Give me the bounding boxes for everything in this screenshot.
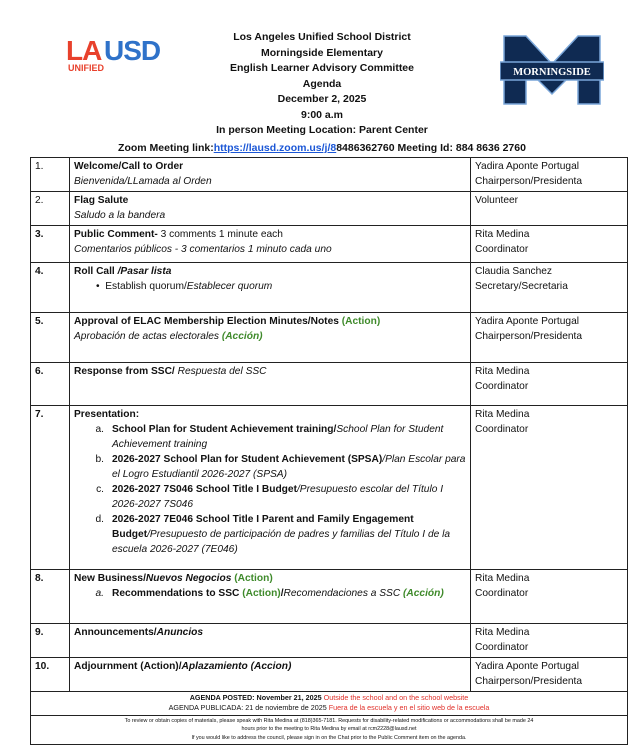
presenter-role: Coordinator — [475, 381, 529, 392]
item-description — [70, 158, 471, 192]
presenter-name: Volunteer — [475, 195, 519, 206]
item-presenter — [471, 192, 628, 226]
sub-item: c. 2026-2027 7S046 School Title I Budget/Presupuesto escolar del Título I 2026-2027 7S046 — [96, 484, 444, 510]
bullet-text-es: Establecer quorum — [186, 281, 273, 292]
item-description — [70, 363, 471, 406]
item-number: 3. — [31, 226, 70, 263]
presenter-role: Secretary/Secretaria — [475, 281, 568, 292]
meeting-title-block — [140, 30, 504, 139]
sub-item: d. 2026-2027 7E046 School Title I Parent and Family Engagement Budget/Presupuesto de participación de padres y familias del Título I de la escuela 2026-2027 (7E046) — [95, 514, 451, 555]
presenter-role: Chairperson/Presidenta — [475, 331, 583, 342]
presenter-name: Claudia Sanchez — [475, 266, 553, 277]
item-presenter — [471, 363, 628, 406]
sub-item: b. 2026-2027 School Plan for Student Achievement (SPSA)/Plan Escolar para el Logro Estudiantil 2026-2027 (SPSA) — [95, 454, 466, 480]
item-presenter — [471, 570, 628, 624]
item-title-es: Respuesta del SSC — [174, 366, 267, 377]
presenter-name: Rita Medina — [475, 366, 530, 377]
presenter-name: Yadira Aponte Portugal — [475, 661, 580, 672]
item-description — [70, 658, 471, 692]
doc-type: Agenda — [302, 77, 342, 90]
presenter-role: Chairperson/Presidenta — [475, 676, 583, 687]
item-title: Approval of ELAC Membership Election Minutes/Notes — [74, 316, 342, 327]
zoom-label: Zoom Meeting link: — [118, 142, 214, 154]
lausd-logo-sub: UNIFIED — [68, 63, 104, 73]
access-notice — [31, 716, 628, 745]
agenda-row — [31, 658, 628, 692]
item-presenter — [471, 226, 628, 263]
item-title: New Business/ — [74, 573, 146, 584]
committee-name: English Learner Advisory Committee — [230, 62, 414, 74]
item-title: Presentation: — [74, 409, 140, 420]
action-tag-es: (Acción) — [221, 331, 263, 342]
item-presenter — [471, 158, 628, 192]
item-title-es: Anuncios — [156, 627, 204, 638]
zoom-link[interactable]: https://lausd.zoom.us/j/8 — [213, 142, 337, 154]
posting-notice-row — [31, 692, 628, 716]
morningside-logo-text: MORNINGSIDE — [513, 67, 591, 78]
sub-item: a. Recommendations to SSC (Action)/Recomendaciones a SSC (Acción) — [95, 588, 444, 599]
presenter-role: Chairperson/Presidenta — [475, 176, 583, 187]
item-presenter — [471, 406, 628, 570]
zoom-link-rest: 8486362760 — [336, 142, 395, 154]
presenter-role: Coordinator — [475, 642, 529, 653]
item-number: 8. — [31, 570, 70, 624]
agenda-row — [31, 363, 628, 406]
meeting-time: 9:00 a.m — [300, 108, 344, 121]
presenter-name: Yadira Aponte Portugal — [475, 316, 580, 327]
item-title: Welcome/Call to Order — [74, 161, 184, 172]
item-number: 2. — [31, 192, 70, 226]
bullet-icon: • — [96, 281, 106, 292]
item-description — [70, 226, 471, 263]
item-number: 10. — [31, 658, 70, 692]
school-name: Morningside Elementary — [261, 46, 383, 59]
posting-notice — [31, 692, 628, 716]
item-description — [70, 570, 471, 624]
item-title: Flag Salute — [74, 195, 129, 206]
morningside-logo — [500, 34, 604, 106]
meeting-location: In person Meeting Location: Parent Center — [216, 124, 428, 136]
item-number: 4. — [31, 263, 70, 313]
item-number: 1. — [31, 158, 70, 192]
item-title: Announcements/ — [74, 627, 157, 638]
item-description — [70, 192, 471, 226]
publicada-location: Fuera de la escuela y en el sitio web de la escuela — [326, 703, 490, 712]
item-title: Public Comment- — [74, 229, 158, 240]
action-tag: (Action) — [231, 573, 273, 584]
access-notice-row — [31, 716, 628, 745]
svg-text:USD: USD — [104, 35, 161, 66]
agenda-row — [31, 406, 628, 570]
item-title-rest: 3 comments 1 minute each — [157, 229, 283, 240]
agenda-table — [30, 157, 628, 745]
agenda-row — [31, 192, 628, 226]
presenter-name: Rita Medina — [475, 573, 530, 584]
item-description — [70, 313, 471, 363]
item-presenter — [471, 263, 628, 313]
item-title-es: /Pasar lista — [117, 266, 172, 277]
item-title-es: Aprobación de actas electorales — [74, 331, 222, 342]
item-title: Roll Call — [74, 266, 118, 277]
item-number: 7. — [31, 406, 70, 570]
publicada-date: AGENDA PUBLICADA: 21 de noviembre de 2025 — [168, 703, 327, 712]
item-title: Adjournment (Action)/ — [74, 661, 182, 672]
svg-text:LA: LA — [66, 35, 102, 66]
presenter-name: Rita Medina — [475, 409, 530, 420]
posted-location: Outside the school and on the school website — [321, 693, 469, 702]
presenter-name: Yadira Aponte Portugal — [475, 161, 580, 172]
item-number: 5. — [31, 313, 70, 363]
agenda-row — [31, 226, 628, 263]
action-tag: (Action) — [341, 316, 381, 327]
item-description — [70, 406, 471, 570]
item-title-es: Nuevos Negocios — [145, 573, 232, 584]
item-number: 9. — [31, 624, 70, 658]
item-number: 6. — [31, 363, 70, 406]
meeting-date: December 2, 2025 — [277, 93, 367, 105]
agenda-row — [31, 570, 628, 624]
item-title: Response from SSC/ — [74, 366, 175, 377]
item-description — [70, 263, 471, 313]
agenda-row — [31, 158, 628, 192]
item-description — [70, 624, 471, 658]
access-note-line: To review or obtain copies of materials, please speak with Rita Medina at (818)365-7181. Requests for disability-related modifications or accommodations shall be made 24 — [124, 718, 534, 724]
district-name: Los Angeles Unified School District — [233, 31, 411, 43]
bullet-text: Establish quorum/ — [105, 281, 187, 292]
presenter-name: Rita Medina — [475, 229, 530, 240]
access-note-line: hours prior to the meeting to Rita Medina by email at rcm2228@lausd.net — [241, 726, 417, 733]
presenter-role: Coordinator — [475, 244, 529, 255]
item-title-es: Bienvenida/LLamada al Orden — [74, 176, 212, 187]
zoom-meeting-id: Meeting Id: 884 8636 2760 — [394, 142, 526, 154]
item-title-es: Comentarios públicos - 3 comentarios 1 minuto cada uno — [74, 244, 332, 255]
agenda-row — [31, 263, 628, 313]
presenter-role: Coordinator — [475, 588, 529, 599]
sub-item: a. School Plan for Student Achievement training/School Plan for Student Achievement training — [95, 424, 444, 450]
item-title-es: Aplazamiento (Accion) — [181, 661, 292, 672]
zoom-line — [0, 142, 644, 154]
presenter-name: Rita Medina — [475, 627, 530, 638]
access-note-line: If you would like to address the council, please sign in on the Chat prior to the Public Comment item on the agenda. — [191, 734, 467, 741]
item-title-es: Saludo a la bandera — [74, 210, 166, 221]
agenda-header — [0, 0, 644, 156]
posted-date: AGENDA POSTED: November 21, 2025 — [189, 693, 322, 702]
agenda-row — [31, 313, 628, 363]
item-presenter — [471, 313, 628, 363]
presenter-role: Coordinator — [475, 424, 529, 435]
item-presenter — [471, 658, 628, 692]
agenda-row — [31, 624, 628, 658]
item-presenter — [471, 624, 628, 658]
